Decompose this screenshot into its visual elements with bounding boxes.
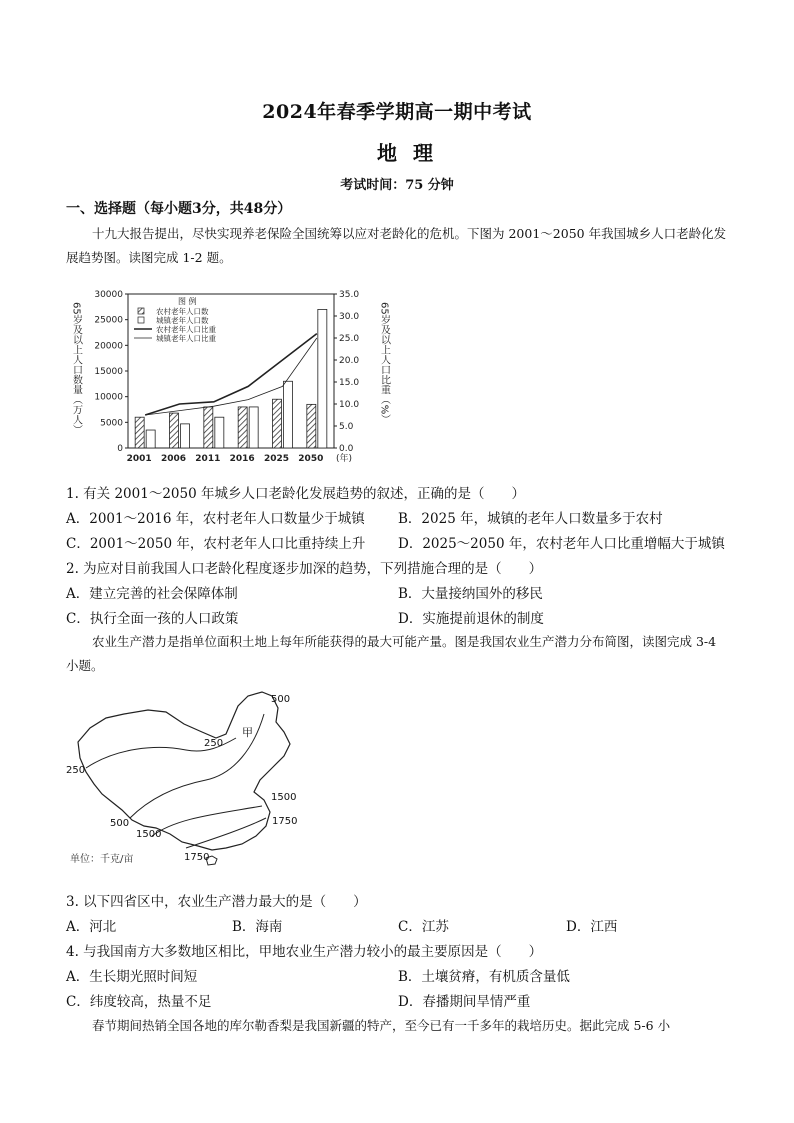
map-label: 250: [204, 738, 224, 749]
y-right-tick-label: 30.0: [339, 312, 360, 322]
y-left-tick-label: 0: [117, 444, 123, 454]
question-2-stem: 2. 为应对目前我国人口老龄化程度逐步加深的趋势，下列措施合理的是（ ）: [66, 561, 543, 577]
y-right-tick-label: 15.0: [339, 378, 360, 388]
intro-paragraph-1: 十九大报告提出，尽快实现养老保险全国统筹以应对老龄化的危机。下图为 2001～2050 年我国城乡人口老龄化发展趋势图。读图完成 1-2 题。: [66, 226, 727, 265]
question-4-option-c[interactable]: C．纬度较高，热量不足: [66, 994, 212, 1010]
map-label: 500: [271, 694, 291, 705]
y-left-tick-label: 10000: [94, 392, 123, 403]
question-2-option-d[interactable]: D．实施提前退休的制度: [398, 611, 544, 627]
y-left-tick-label: 30000: [94, 290, 123, 300]
aging-trend-chart: [66, 282, 396, 472]
question-4-option-a[interactable]: A．生长期光照时间短: [66, 969, 198, 985]
bar-urban-2001: [146, 430, 155, 448]
section-title: 一、选择题（每小题3分，共48分）: [66, 201, 292, 217]
legend-label: 农村老年人口数: [156, 307, 209, 316]
question-1-option-c[interactable]: C．2001～2050 年，农村老年人口比重持续上升: [66, 536, 366, 552]
x-tick-label: 2001: [126, 454, 152, 464]
intro-paragraph-2: 农业生产潜力是指单位面积土地上每年所能获得的最大可能产量。图是我国农业生产潜力分布简图，读图完成 3-4 小题。: [66, 634, 717, 673]
bar-rural-2006: [170, 413, 179, 448]
y-right-tick-label: 25.0: [339, 334, 360, 344]
map-label: 1500: [136, 829, 162, 840]
x-tick-label: 2025: [263, 454, 290, 464]
y-right-axis-label: 65岁及以上人口比重（%）: [378, 302, 390, 425]
y-right-tick-label: 20.0: [339, 356, 360, 366]
y-right-tick-label: 35.0: [339, 290, 360, 300]
legend-title: 图 例: [178, 297, 197, 306]
question-4-stem: 4. 与我国南方大多数地区相比，甲地农业生产潜力较小的最主要原因是（ ）: [66, 944, 543, 960]
bar-urban-2011: [215, 417, 224, 448]
legend-label: 城镇老年人口比重: [156, 334, 216, 343]
legend-swatch: [138, 317, 144, 323]
y-left-tick-label: 5000: [100, 418, 123, 429]
question-2-option-b[interactable]: B．大量接纳国外的移民: [398, 586, 543, 602]
question-3-option-b[interactable]: B．海南: [232, 919, 283, 935]
question-1-option-b[interactable]: B．2025 年，城镇的老年人口数量多于农村: [398, 511, 663, 527]
legend-label: 农村老年人口比重: [156, 325, 216, 334]
map-label-jia: 甲: [242, 726, 253, 739]
bar-urban-2050: [318, 309, 327, 448]
question-3-stem: 3. 以下四省区中，农业生产潜力最大的是（ ）: [66, 894, 367, 910]
x-tick-label: 2011: [195, 454, 221, 464]
x-tick-label: 2050: [298, 454, 324, 464]
y-left-tick-label: 15000: [94, 367, 123, 377]
isoline-1500: [152, 806, 262, 836]
x-tick-label: 2016: [229, 454, 255, 464]
isoline-1750: [186, 818, 266, 848]
question-3-option-a[interactable]: A．河北: [66, 919, 117, 935]
bar-rural-2001: [135, 417, 144, 448]
bar-rural-2050: [307, 404, 316, 448]
x-tick-label: 2006: [160, 454, 187, 464]
map-label: 1750: [272, 816, 298, 827]
y-left-axis-label: 65岁及以上人口数量（万人）: [70, 302, 82, 435]
question-1-option-d[interactable]: D．2025～2050 年，农村老年人口比重增幅大于城镇: [398, 536, 725, 552]
y-left-tick-label: 20000: [94, 341, 123, 352]
y-right-tick-label: 10.0: [339, 400, 360, 410]
question-4-option-b[interactable]: B．土壤贫瘠，有机质含量低: [398, 969, 570, 985]
question-2-option-c[interactable]: C．执行全面一孩的人口政策: [66, 611, 239, 627]
agricultural-potential-map: [66, 688, 326, 868]
intro-paragraph-3: 春节期间热销全国各地的库尔勒香梨是我国新疆的特产，至今已有一千多年的栽培历史。据此完成 5-6 小: [92, 1018, 671, 1033]
map-label: 250: [66, 765, 86, 776]
bar-rural-2011: [204, 407, 213, 448]
legend-swatch: [138, 308, 144, 314]
question-3-option-d[interactable]: D．江西: [566, 919, 618, 935]
chart-legend: [134, 296, 216, 343]
question-2-option-a[interactable]: A．建立完善的社会保障体制: [66, 586, 238, 602]
bar-urban-2006: [181, 424, 190, 448]
question-3-option-c[interactable]: C．江苏: [398, 919, 449, 935]
subject-title: 地理: [377, 141, 449, 165]
bar-rural-2025: [273, 399, 282, 448]
map-label: 1500: [271, 792, 297, 803]
question-4-option-d[interactable]: D．春播期间旱情严重: [398, 994, 531, 1010]
map-label: 500: [110, 818, 130, 829]
bar-urban-2016: [249, 407, 258, 448]
legend-label: 城镇老年人口数: [156, 316, 209, 325]
map-label: 1750: [184, 852, 210, 863]
exam-time: 考试时间：75 分钟: [340, 178, 454, 193]
x-unit-label: (年): [336, 454, 353, 464]
y-left-tick-label: 25000: [94, 315, 123, 326]
bar-urban-2025: [284, 381, 293, 448]
question-1-option-a[interactable]: A．2001～2016 年，农村老年人口数量少于城镇: [66, 511, 365, 527]
question-1-stem: 1. 有关 2001～2050 年城乡人口老龄化发展趋势的叙述，正确的是（ ）: [66, 486, 525, 502]
map-unit: 单位：千克/亩: [70, 854, 134, 865]
bar-rural-2016: [238, 407, 247, 448]
y-right-tick-label: 5.0: [339, 422, 354, 432]
exam-title: 2024年春季学期高一期中考试: [262, 101, 532, 123]
y-right-tick-label: 0.0: [339, 444, 354, 454]
